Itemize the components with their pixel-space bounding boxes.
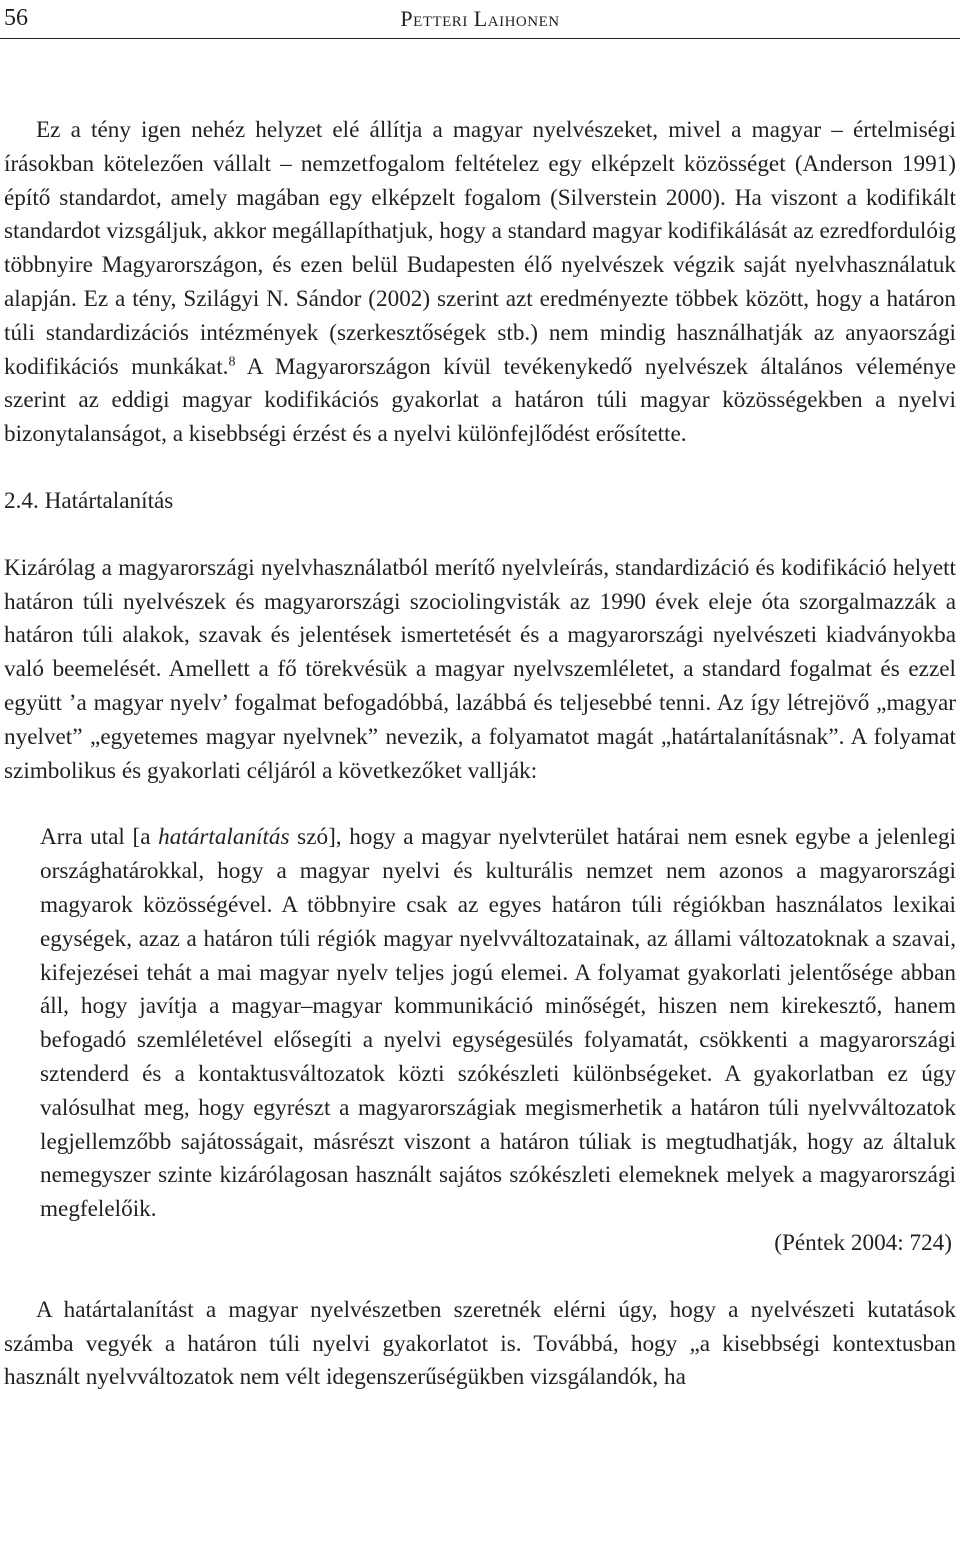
page-header xyxy=(0,0,960,39)
quote-text-before: Arra utal [a xyxy=(40,824,159,851)
page-body xyxy=(4,114,956,1395)
paragraph-1-text-b: A Magyarországon kívül tevékenykedő nyelvészek általános véleménye szerint az eddigi magyar kodifikációs gyakorlat a határon túli magyar közösségekben a nyelvi bizonytalanságot, a kisebbségi érzést és a nyelvi különfejlődést erősítette. xyxy=(4,353,956,448)
block-quote xyxy=(40,821,956,1260)
quote-text-after: szó], hogy a magyar nyelvterület határai nem esnek egybe a jelenlegi országhatárokkal, hogy a magyar nyelvi és kulturális nemzet nem azonos a magyarországi magyarok közösségével. A többnyire csak az egyes határon túli régiókban használatos lexikai egységek, azaz a határon túli régiók magyar nyelvváltozatainak, az állami változatoknak a szavai, kifejezései tehát a mai magyar nyelv teljes jogú elemei. A folyamat gyakorlati jelentősége abban áll, hogy javítja a magyar–magyar kommunikáció minőségét, hiszen nem kirekesztő, hanem befogadó szemléletével elősegíti a nyelvi egységesülés folyamatát, csökkenti a magyarországi sztenderd és a kontaktusváltozatok közti szókészleti különbségeket. A gyakorlatban ez úgy valósulhat meg, hogy egyrészt a magyarországiak megismerhetik a határon túli nyelvváltozatok legjellemzőbb sajátosságait, másrészt viszont a határon túliak is megtudhatják, hogy az általuk nemegyszer szinte kizárólagosan használt sajátos szókészleti elemeknek melyek a magyarországi megfelelőik. xyxy=(40,824,956,1223)
quote-citation: (Péntek 2004: 724) xyxy=(774,1229,952,1256)
body-paragraph-1 xyxy=(4,114,956,452)
running-head: Petteri Laihonen xyxy=(400,6,560,31)
footnote-marker[interactable]: 8 xyxy=(228,353,236,369)
section-heading: 2.4. Határtalanítás xyxy=(4,487,174,514)
block-quote-text xyxy=(40,821,956,1227)
body-paragraph-3: A határtalanítást a magyar nyelvészetben szeretnék elérni úgy, hogy a nyelvészeti kutatások számba vegyék a határon túli nyelvi gyakorlatot is. Továbbá, hogy „a kisebbségi kontextusban használt nyelvváltozatok nem vélt idegenszerűségükben vizsgálandók, ha xyxy=(4,1296,956,1391)
body-paragraph-2: Kizárólag a magyarországi nyelvhasználatból merítő nyelvleírás, standardizáció és kodifikáció helyett határon túli nyelvészek és magyarországi szociolingvisták az 1990 évek eleje óta szorgalmazzák a határon túli alakok, szavak és jelentések ismertetését és a magyarországi nyelvészeti kiadványokba való beemelését. Amellett a fő törekvésük a magyar nyelvszemléletet, a standard fogalmat és ezzel együtt ’a magyar nyelv’ fogalmat befogadóbbá, lazábbá és teljesebbé tenni. Az így létrejövő „magyar nyelvet” „egyetemes magyar nyelvnek” nevezik, a folyamatot magát „határtalanításnak”. A folyamat szimbolikus és gyakorlati céljáról a következőket vallják: xyxy=(4,554,956,784)
quote-italic-term: határtalanítás xyxy=(158,824,290,851)
paragraph-1-text-a: Ez a tény igen nehéz helyzet elé állítja a magyar nyelvészeket, mivel a magyar – értelmiségi írásokban kötelezően vállalt – nemzetfogalom feltételez egy elképzelt közösséget (Anderson 1991) építő standardot, amely magában egy elképzelt fogalom (Silverstein 2000). Ha viszont a kodifikált standardot vizsgáljuk, akkor megállapíthatjuk, hogy a standard magyar kodifikálását az ezredfordulóig többnyire Magyarországon, és ezen belül Budapesten élő nyelvészek végzik saját nyelvhasználatuk alapján. Ez a tény, Szilágyi N. Sándor (2002) szerint azt eredményezte többek között, hogy a határon túli standardizációs intézmények (szerkesztőségek stb.) nem mindig használhatják az anyaországi kodifikációs munkákat. xyxy=(4,117,956,380)
page-number: 56 xyxy=(4,5,28,31)
